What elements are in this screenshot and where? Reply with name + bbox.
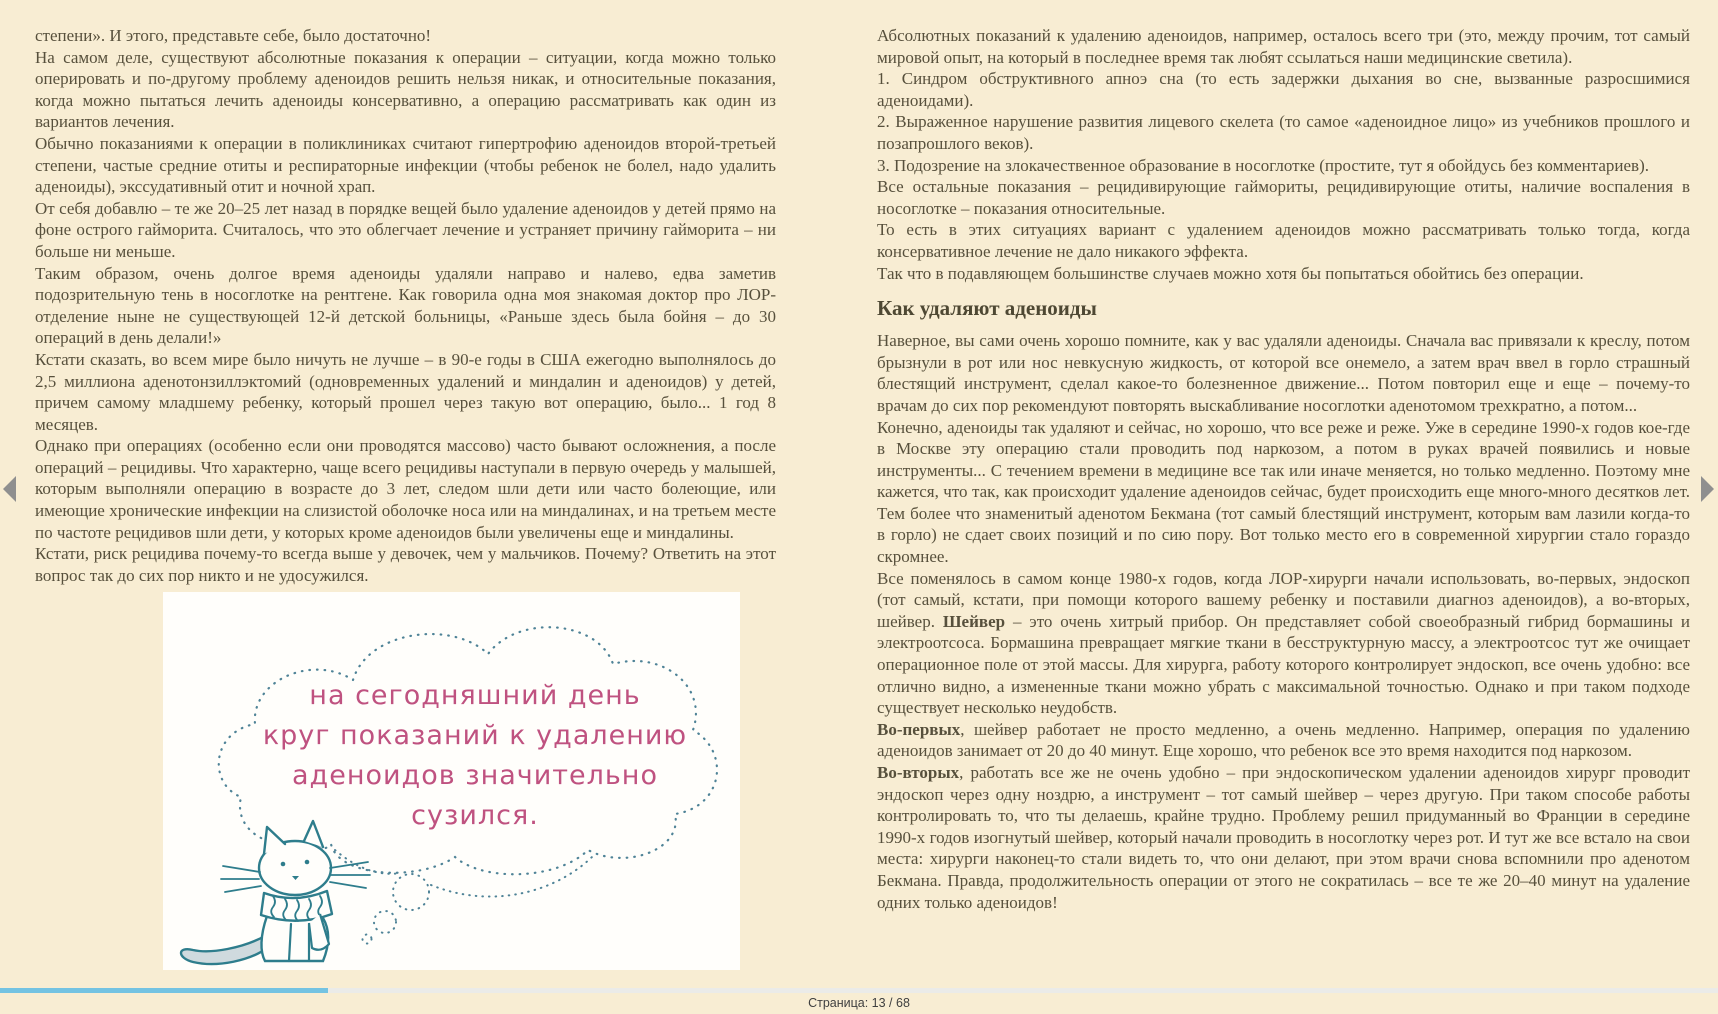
chevron-right-icon [1701, 476, 1714, 502]
thought-cloud-illustration [163, 592, 740, 970]
paragraph: Таким образом, очень долгое время аденоиды удаляли направо и налево, едва заметив подозрительную тень в носоглотке на рентгене. Как говорила одна моя знакомая доктор про ЛОР-отделение ныне не существующей 12-й детской больницы, «Раньше здесь была бойня – до 30 операций в день делали!» [35, 263, 776, 348]
paragraph: На самом деле, существуют абсолютные показания к операции – ситуации, когда можно только оперировать и по-другому проблему аденоидов решить нельзя никак, и относительные показания, когда можно пытаться лечить аденоиды консервативно, а операцию рассматривать как один из вариантов лечения. [35, 47, 776, 132]
paragraph: Кстати сказать, во всем мире было ничуть не лучше – в 90-е годы в США ежегодно выполнялось до 2,5 миллиона аденотонзиллэктомий (одновременных удалений и миндалин и аденоидов) у детей, причем самому младшему ребенку, который прошел через такую вот операцию, было... 1 год 8 месяцев. [35, 349, 776, 434]
prev-page-button[interactable] [3, 476, 17, 502]
page-indicator: Страница: 13 / 68 [808, 996, 910, 1010]
paragraph: 3. Подозрение на злокачественное образование в носоглотке (простите, тут я обойдусь без комментариев). [877, 155, 1649, 175]
paragraph: Во-вторых, работать все же не очень удобно – при эндоскопическом удалении аденоидов хирург проводит эндоскоп через одну ноздрю, а инструмент – тот самый шейвер – через другую. При таком способе работы контролировать то, что ты делаешь, крайне трудно. Проблему решил придуманный во Франции в середине 1990-х годов изогнутый шейвер, который начали проводить в носоглотку через рот. И тут же все встало на свои места: хирурги наконец-то стали видеть то, что они делают, при этом врачи снова вспомнили про аденотом Бекмана. Правда, продолжительность операции от этого не сократилась – все те же 20–40 минут на удаление одних только аденоидов! [877, 763, 1690, 912]
paragraph: От себя добавлю – те же 20–25 лет назад в порядке вещей было удаление аденоидов у детей прямо на фоне острого гайморита. Считалось, что это облегчает лечение и устраняет причину гайморита – ни больше ни меньше. [35, 198, 776, 261]
right-page [877, 25, 1690, 913]
chevron-left-icon [3, 476, 16, 502]
progress-fill [0, 988, 328, 993]
cloud-caption-line: круг показаний к удалению [262, 720, 688, 752]
cat-tail [181, 936, 267, 964]
paragraph: Однако при операциях (особенно если они проводятся массово) часто бывают осложнения, а после операций – рецидивы. Что характерно, чаще всего рецидивы наступали в первую очередь у малышей, которым выполняли операцию в возрасте до 3 лет, следом шли дети или часто болеющие, или имеющие хронические инфекции на слизистой оболочке носа или на миндалинах, и на третьем месте по частоте рецидивов шли дети, у которых кроме аденоидов были увеличены еще и миндалины. [35, 436, 776, 542]
paragraph: Наверное, вы сами очень хорошо помните, как у вас удаляли аденоиды. Сначала вас привязали к креслу, потом брызнули в рот или нос невкусную жидкость, от которой все онемело, а затем врач ввел в горло страшный блестящий инструмент, сделал какое-то болезненное движение... Потом повторил еще и еще – почему-то врачам до сих пор рекомендуют повторять выскабливание носоглотки аденотомом трехкратно, а потом... [877, 331, 1690, 415]
cloud-caption-line: аденоидов значительно [292, 760, 658, 792]
paragraph: 1. Синдром обструктивного апноэ сна (то есть задержки дыхания во сне, вызванные разросшимися аденоидами). [877, 69, 1690, 110]
paragraph: Все поменялось в самом конце 1980-х годов, когда ЛОР-хирурги начали использовать, во-первых, эндоскоп (тот самый, кстати, при помощи которого вашему ребенку и поставили диагноз аденоидов), а во-вторых, шейвер. Шейвер – это очень хитрый прибор. Он представляет собой своеобразный гибрид бормашины и электроотсоса. Бормашина превращает мягкие ткани в бесструктурную массу, а электроотсос тут же очищает операционное поле от этой массы. Для хирурга, работу которого контролирует эндоскоп, все очень удобно: все отлично видно, а измененные ткани можно убрать с максимальной точностью. Однако и при таком подходе существует несколько неудобств. [877, 568, 1690, 718]
section-heading: Как удаляют аденоиды [877, 296, 1097, 321]
paragraph: То есть в этих ситуациях вариант с удалением аденоидов можно рассматривать только тогда, когда консервативное лечение не дало никакого эффекта. [877, 220, 1690, 261]
right-page-text [877, 25, 1690, 913]
paragraph: 2. Выраженное нарушение развития лицевого скелета (то самое «аденоидное лицо» из учебников прошлого и позапрошлого веков). [877, 112, 1690, 153]
left-page-text [35, 25, 776, 586]
cloud-caption-line: сузился. [411, 800, 539, 832]
paragraph: Обычно показаниями к операции в поликлиниках считают гипертрофию аденоидов второй-третьей степени, частые средние отиты и респираторные инфекции (чтобы ребенок не болел, надо удалить аденоиды), экссудативный отит и ночной храп. [35, 133, 776, 197]
cat-drawing [181, 821, 370, 964]
paragraph: Абсолютных показаний к удалению аденоидов, например, осталось всего три (это, между прочим, тот самый мировой опыт, на который в последнее время так любят ссылаться наши медицинские светила). [877, 26, 1690, 67]
thought-bubble-dots [335, 850, 595, 944]
paragraph: Все остальные показания – рецидивирующие гаймориты, рецидивирующие отиты, наличие воспаления в носоглотке – показания относительные. [877, 177, 1690, 218]
paragraph: Во-первых, шейвер работает не просто медленно, а очень медленно. Например, операция по удалению аденоидов занимает от 20 до 40 минут. Еще хорошо, что ребенок все это время находится под наркозом. [877, 719, 1690, 761]
paragraph: степени». И этого, представьте себе, было достаточно! [35, 26, 432, 45]
illustration [163, 592, 740, 970]
cloud-caption-line: на сегодняшний день [309, 680, 641, 712]
paragraph: Кстати, риск рецидива почему-то всегда выше у девочек, чем у мальчиков. Почему? Ответить на этот вопрос так до сих пор никто и не удосужился. [35, 544, 776, 585]
reading-progress-bar[interactable] [0, 988, 1718, 993]
cloud-caption [263, 680, 687, 831]
paragraph: Конечно, аденоиды так удаляют и сейчас, но хорошо, что все реже и реже. Уже в середине 1990-х годов кое-где в Москве эту операцию стали проводить под наркозом, а потом в руках врачей появились и новые инструменты... С течением времени в медицине все так или иначе меняется, но только медленно. Поэтому мне кажется, что так, как происходит удаление аденоидов сейчас, будет происходить еще много-много десятков лет. Тем более что знаменитый аденотом Бекмана (тот самый блестящий инструмент, которым вам лазили когда-то в горло) не сдает своих позиций и по сию пору. Вот только место его в современной хирургии стало гораздо скромнее. [877, 417, 1690, 567]
left-page [35, 25, 776, 970]
next-page-button[interactable] [1701, 476, 1715, 502]
paragraph: Так что в подавляющем большинстве случаев можно хотя бы попытаться обойтись без операции. [877, 263, 1584, 283]
